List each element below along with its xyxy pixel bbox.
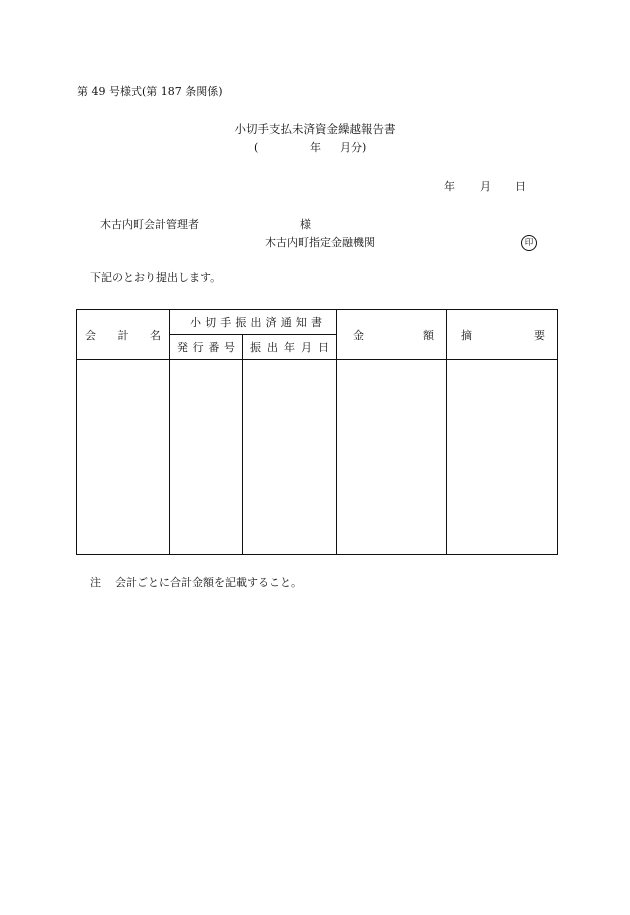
footnote-label: 注 — [90, 576, 101, 589]
intro-text: 下記のとおり提出します。 — [90, 271, 222, 284]
date-line — [0, 181, 630, 195]
date-year: 年 — [444, 180, 455, 193]
cell-issue-date — [243, 360, 337, 555]
seal-mark: 印 — [521, 235, 537, 251]
header-amount: 金 額 — [337, 310, 447, 360]
footnote-text: 会計ごとに合計金額を記載すること。 — [115, 576, 302, 589]
cell-amount — [337, 360, 447, 555]
header-issue-date: 振 出 年 月 日 — [243, 335, 337, 360]
addressee: 木古内町会計管理者 — [100, 218, 199, 231]
submitter: 木古内町指定金融機関 — [265, 236, 375, 249]
report-table — [76, 309, 558, 555]
cell-issue-number — [170, 360, 243, 555]
honorific: 様 — [300, 218, 311, 231]
table-row — [77, 360, 558, 555]
period-month: 月分) — [340, 141, 367, 154]
header-account-name: 会 計 名 — [77, 310, 170, 360]
cell-remarks — [447, 360, 558, 555]
period-open: ( — [254, 141, 259, 154]
period-year: 年 — [310, 141, 321, 154]
header-check-notice: 小 切 手 振 出 済 通 知 書 — [170, 310, 337, 335]
footnote — [90, 577, 302, 588]
form-number: 第 49 号様式(第 187 条関係) — [77, 85, 223, 98]
cell-account-name — [77, 360, 170, 555]
date-month: 月 — [480, 180, 491, 193]
period-line — [0, 142, 630, 156]
header-issue-number: 発 行 番 号 — [170, 335, 243, 360]
date-day: 日 — [515, 180, 526, 193]
document-title: 小切手支払未済資金繰越報告書 — [234, 122, 396, 136]
header-remarks: 摘 要 — [447, 310, 558, 360]
